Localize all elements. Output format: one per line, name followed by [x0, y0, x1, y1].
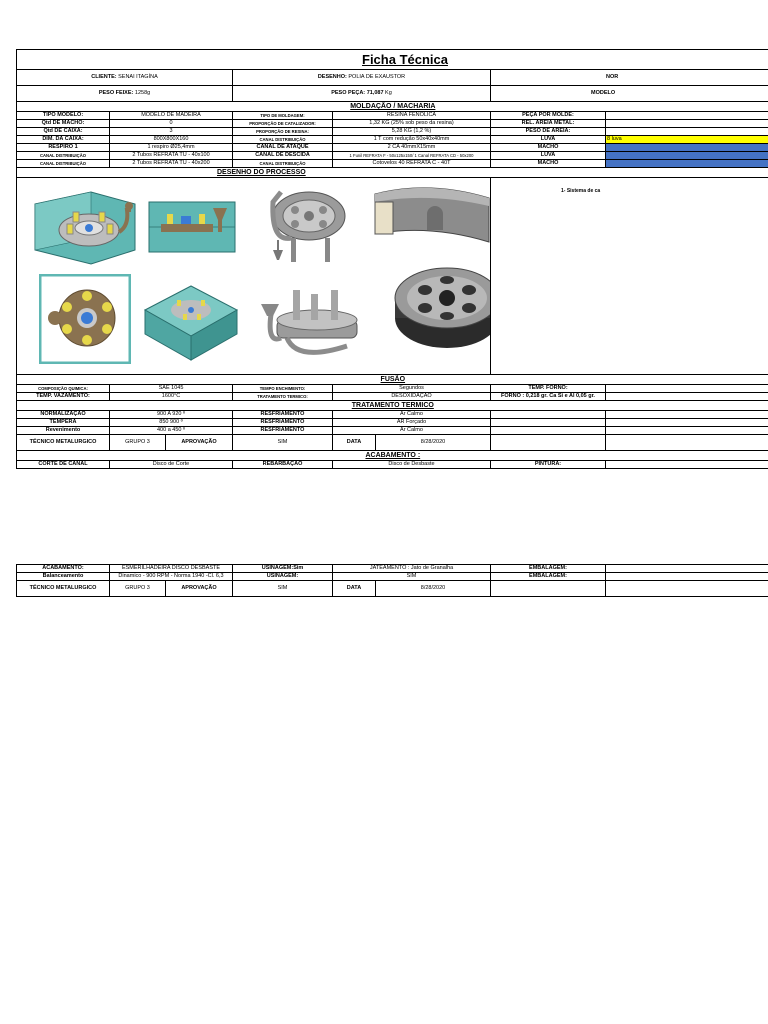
table-cell: RESFRIAMENTO: [233, 427, 333, 435]
table-cell: SAE 1045: [110, 385, 233, 393]
table-cell: 1600°C: [110, 393, 233, 401]
table-cell: PEÇA POR MOLDE:: [491, 112, 606, 120]
tecnico-label: TÉCNICO METALURGICO: [17, 435, 110, 451]
mold-section-view: [147, 200, 237, 255]
table-cell: [491, 427, 606, 435]
mold-assembly-view: [31, 186, 141, 266]
pattern-top-view: [39, 274, 131, 364]
bottom-aprovacao-label: APROVAÇÃO: [165, 581, 232, 596]
bottom-signature-row: [17, 581, 768, 597]
table-cell: USINAGEM:Sim: [233, 565, 333, 573]
table-cell: Segundos: [333, 385, 491, 393]
mold-box-view: [141, 280, 241, 362]
table-cell: [606, 411, 768, 419]
table-cell: 2 CA 40mmX15mm: [333, 144, 491, 152]
pulley-casting-view: [391, 262, 491, 354]
table-cell: TEMPO ENCHIMENTO:: [233, 385, 333, 393]
table-row: [17, 128, 768, 136]
table-cell: CANAL DISTRIBUIÇÃO: [17, 152, 110, 160]
table-cell: DESOXIDAÇÃO: [333, 393, 491, 401]
table-row: [17, 393, 768, 401]
table-cell: JATEAMENTO : Jato de Granalha: [333, 565, 491, 573]
table-cell: EMBALAGEM:: [491, 573, 606, 581]
bottom-data-label: DATA: [333, 581, 376, 597]
table-row: [17, 144, 768, 152]
table-cell: CANAL DE DESCIDA: [233, 152, 333, 160]
table-cell: [606, 573, 768, 581]
table-cell: 1 respiro Ø25,4mm: [110, 144, 233, 152]
table-row: [17, 112, 768, 120]
table-row: [17, 385, 768, 393]
table-cell: 1 T com redução 50x40x40mm: [333, 136, 491, 144]
table-row: [17, 120, 768, 128]
table-cell: 8 luva: [606, 136, 768, 144]
table-cell: Balanceamento: [17, 573, 110, 581]
process-notes: 1- Sistema de ca: [491, 178, 768, 375]
table-cell: 800X800X160: [110, 136, 233, 144]
table-cell: 1 Funil REFRATA F - 50x125x150/ 1 Canal REFRATA CD - 50x200: [333, 152, 491, 160]
table-cell: FORNO : 0,218 gr. Ca Si e Al 0,05 gr.: [491, 393, 606, 401]
table-cell: RESPIRO 1: [17, 144, 110, 152]
nor-cell: NOR: [491, 70, 768, 86]
table-cell: TIPO DE MOLDAGEM:: [233, 112, 333, 120]
table-cell: COMPOSIÇÃO QUIMICA:: [17, 385, 110, 393]
table-cell: 2 Tubos REFRATA TU - 40x200: [110, 160, 233, 168]
data-value: 8/28/2020: [376, 435, 491, 451]
table-cell: Qtd DE CAIXA:: [17, 128, 110, 136]
table-cell: USINAGEM:: [233, 573, 333, 581]
table-cell: 850 900 º: [110, 419, 233, 427]
gating-system-view: [251, 182, 351, 272]
table-cell: [606, 128, 768, 136]
table-cell: [606, 120, 768, 128]
cliente-cell: CLIENTE: SENAI ITAGÍNA: [17, 70, 233, 86]
table-cell: TIPO MODELO:: [17, 112, 110, 120]
table-cell: [606, 385, 768, 393]
table-cell: [606, 419, 768, 427]
table-row: [17, 419, 768, 427]
table-cell: Ar Calmo: [333, 427, 491, 435]
table-row: [17, 160, 768, 168]
moldacao-rows: [17, 112, 768, 168]
pulley-cutaway-view: [369, 184, 491, 254]
table-cell: 400 a 450 º: [110, 427, 233, 435]
acabamento-row: CORTE DE CANAL Disco de Corte REBARBAÇÃO Disco de Desbaste PINTURA:: [17, 461, 768, 469]
grupo-value: GRUPO 3: [125, 439, 150, 445]
table-cell: RESFRIAMENTO: [233, 411, 333, 419]
desenho-cell: DESENHO: POLIA DE EXAUSTOR: [233, 70, 491, 86]
section-acabamento: ACABAMENTO :: [17, 451, 768, 461]
modelo-cell: MODELO: [491, 86, 768, 102]
table-cell: REL. AREIA METAL:: [491, 120, 606, 128]
peso-feixe-cell: PESO FEIXE: 1258g: [17, 86, 233, 102]
peso-peca-cell: PESO PEÇA: 71,087 Kg: [233, 86, 491, 102]
table-cell: RESFRIAMENTO: [233, 419, 333, 427]
table-row: [17, 136, 768, 144]
table-cell: 900 A 920 º: [110, 411, 233, 419]
data-label: DATA: [333, 435, 376, 451]
section-fusao: FUSÃO: [17, 375, 768, 385]
table-cell: TEMP. VAZAMENTO:: [17, 393, 110, 401]
table-cell: [606, 112, 768, 120]
table-cell: Qtd DE MACHO:: [17, 120, 110, 128]
table-cell: [491, 411, 606, 419]
section-moldacao: MOLDAÇÃO / MACHARIA: [17, 102, 768, 112]
table-cell: PESO DE AREIA:: [491, 128, 606, 136]
bottom-grupo-value: GRUPO 3: [125, 585, 150, 591]
table-cell: PROPORÇÃO DE CATALIZADOR:: [233, 120, 333, 128]
table-cell: TRATAMENTO TERMICO:: [233, 393, 333, 401]
table-cell: [606, 152, 768, 160]
tratamento-rows: [17, 411, 768, 435]
table-cell: CANAL DISTRIBUIÇÃO: [17, 160, 110, 168]
section-tratamento: TRATAMENTO TERMICO: [17, 401, 768, 411]
table-cell: EMBALAGEM:: [491, 565, 606, 573]
table-cell: 5,28 KG (1,2 %): [333, 128, 491, 136]
section-desenho: DESENHO DO PROCESSO: [17, 168, 768, 178]
table-cell: Dinamico - 900 RPM - Norma 1940 -Cl. 6,3: [110, 573, 233, 581]
bottom-data-value: 8/28/2020: [376, 581, 491, 597]
table-cell: DIM. DA CAIXA:: [17, 136, 110, 144]
table-cell: [491, 419, 606, 427]
table-row: [17, 565, 768, 573]
fusao-rows: [17, 385, 768, 401]
table-cell: LUVA: [491, 152, 606, 160]
table-cell: Cotovelos 40 REFRATA C - 40T: [333, 160, 491, 168]
table-cell: TEMP. FORNO:: [491, 385, 606, 393]
sheet-table: [16, 49, 768, 597]
table-cell: ESMERILHADEIRA DISCO DESBASTE: [110, 565, 233, 573]
table-cell: MODELO DE MADEIRA: [110, 112, 233, 120]
table-cell: PROPORÇÃO DE RESINA:: [233, 128, 333, 136]
table-cell: [606, 160, 768, 168]
technical-sheet: [16, 49, 768, 597]
table-cell: LUVA: [491, 136, 606, 144]
table-row: [17, 152, 768, 160]
table-cell: NORMALIZAÇÃO: [17, 411, 110, 419]
table-row: [17, 573, 768, 581]
bottom-tecnico-label: TÉCNICO METALURGICO: [17, 581, 110, 597]
table-cell: Ar Calmo: [333, 411, 491, 419]
table-cell: ACABAMENTO:: [17, 565, 110, 573]
table-cell: 1,32 KG (25% sob peso da resina): [333, 120, 491, 128]
bottom-aprovacao-value: SIM: [233, 581, 333, 597]
table-cell: Revenimento: [17, 427, 110, 435]
table-cell: CANAL DISTRIBUIÇÃO: [233, 136, 333, 144]
table-cell: RESINA FENOLICA: [333, 112, 491, 120]
table-cell: [606, 427, 768, 435]
table-cell: [606, 565, 768, 573]
page-title: Ficha Técnica: [17, 50, 768, 70]
table-cell: 3: [110, 128, 233, 136]
table-row: [17, 427, 768, 435]
table-cell: 0: [110, 120, 233, 128]
table-cell: CANAL DISTRIBUIÇÃO: [233, 160, 333, 168]
table-cell: TEMPERA: [17, 419, 110, 427]
table-cell: 2 Tubos REFRATA TU - 40x100: [110, 152, 233, 160]
table-cell: MACHO: [491, 144, 606, 152]
aprovacao-value: SIM: [233, 435, 333, 451]
process-drawings: [17, 178, 491, 375]
bottom-rows: [17, 565, 768, 581]
table-cell: SIM: [333, 573, 491, 581]
table-cell: [606, 393, 768, 401]
table-cell: [606, 144, 768, 152]
signature-row: [17, 435, 768, 451]
table-row: [17, 411, 768, 419]
table-cell: MACHO: [491, 160, 606, 168]
gating-front-view: [257, 274, 367, 366]
table-cell: CANAL DE ATAQUE: [233, 144, 333, 152]
table-cell: AR Forçado: [333, 419, 491, 427]
aprovacao-label: APROVAÇÃO: [165, 435, 232, 450]
